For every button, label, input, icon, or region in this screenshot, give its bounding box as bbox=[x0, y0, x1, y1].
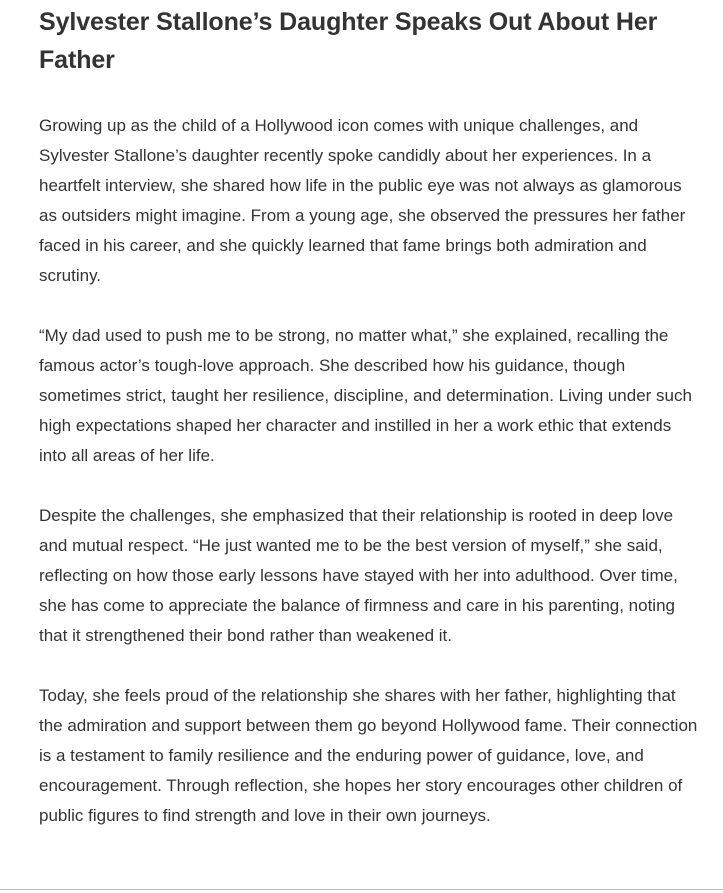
article bbox=[39, 0, 701, 861]
paragraph-1: Growing up as the child of a Hollywood icon comes with unique challenges, and Sylvester Stallone’s daughter recently spoke candidly about her experiences. In a heartfelt interview, she shared how life in the public eye was not always as glamorous as outsiders might imagine. From a young age, she observed the pressures her father faced in his career, and she quickly learned that fame brings both admiration and scrutiny. bbox=[39, 116, 686, 285]
bottom-divider bbox=[0, 889, 723, 890]
paragraph-4: Today, she feels proud of the relationship she shares with her father, highlighting that the admiration and support between them go beyond Hollywood fame. Their connection is a testament to family resilience and the enduring power of guidance, love, and encouragement. Through reflection, she hopes her story encourages other children of public figures to find strength and love in their own journeys. bbox=[39, 686, 698, 825]
article-body bbox=[39, 111, 701, 831]
paragraph-2: “My dad used to push me to be strong, no matter what,” she explained, recalling the famous actor’s tough-love approach. She described how his guidance, though sometimes strict, taught her resilience, discipline, and determination. Living under such high expectations shaped her character and instilled in her a work ethic that extends into all areas of her life. bbox=[39, 326, 692, 465]
paragraph-3: Despite the challenges, she emphasized that their relationship is rooted in deep love and mutual respect. “He just wanted me to be the best version of myself,” she said, reflecting on how those early lessons have stayed with her into adulthood. Over time, she has come to appreciate the balance of firmness and care in his parenting, noting that it strengthened their bond rather than weakened it. bbox=[39, 506, 678, 645]
article-title: Sylvester Stallone’s Daughter Speaks Out About Her Father bbox=[39, 8, 658, 74]
